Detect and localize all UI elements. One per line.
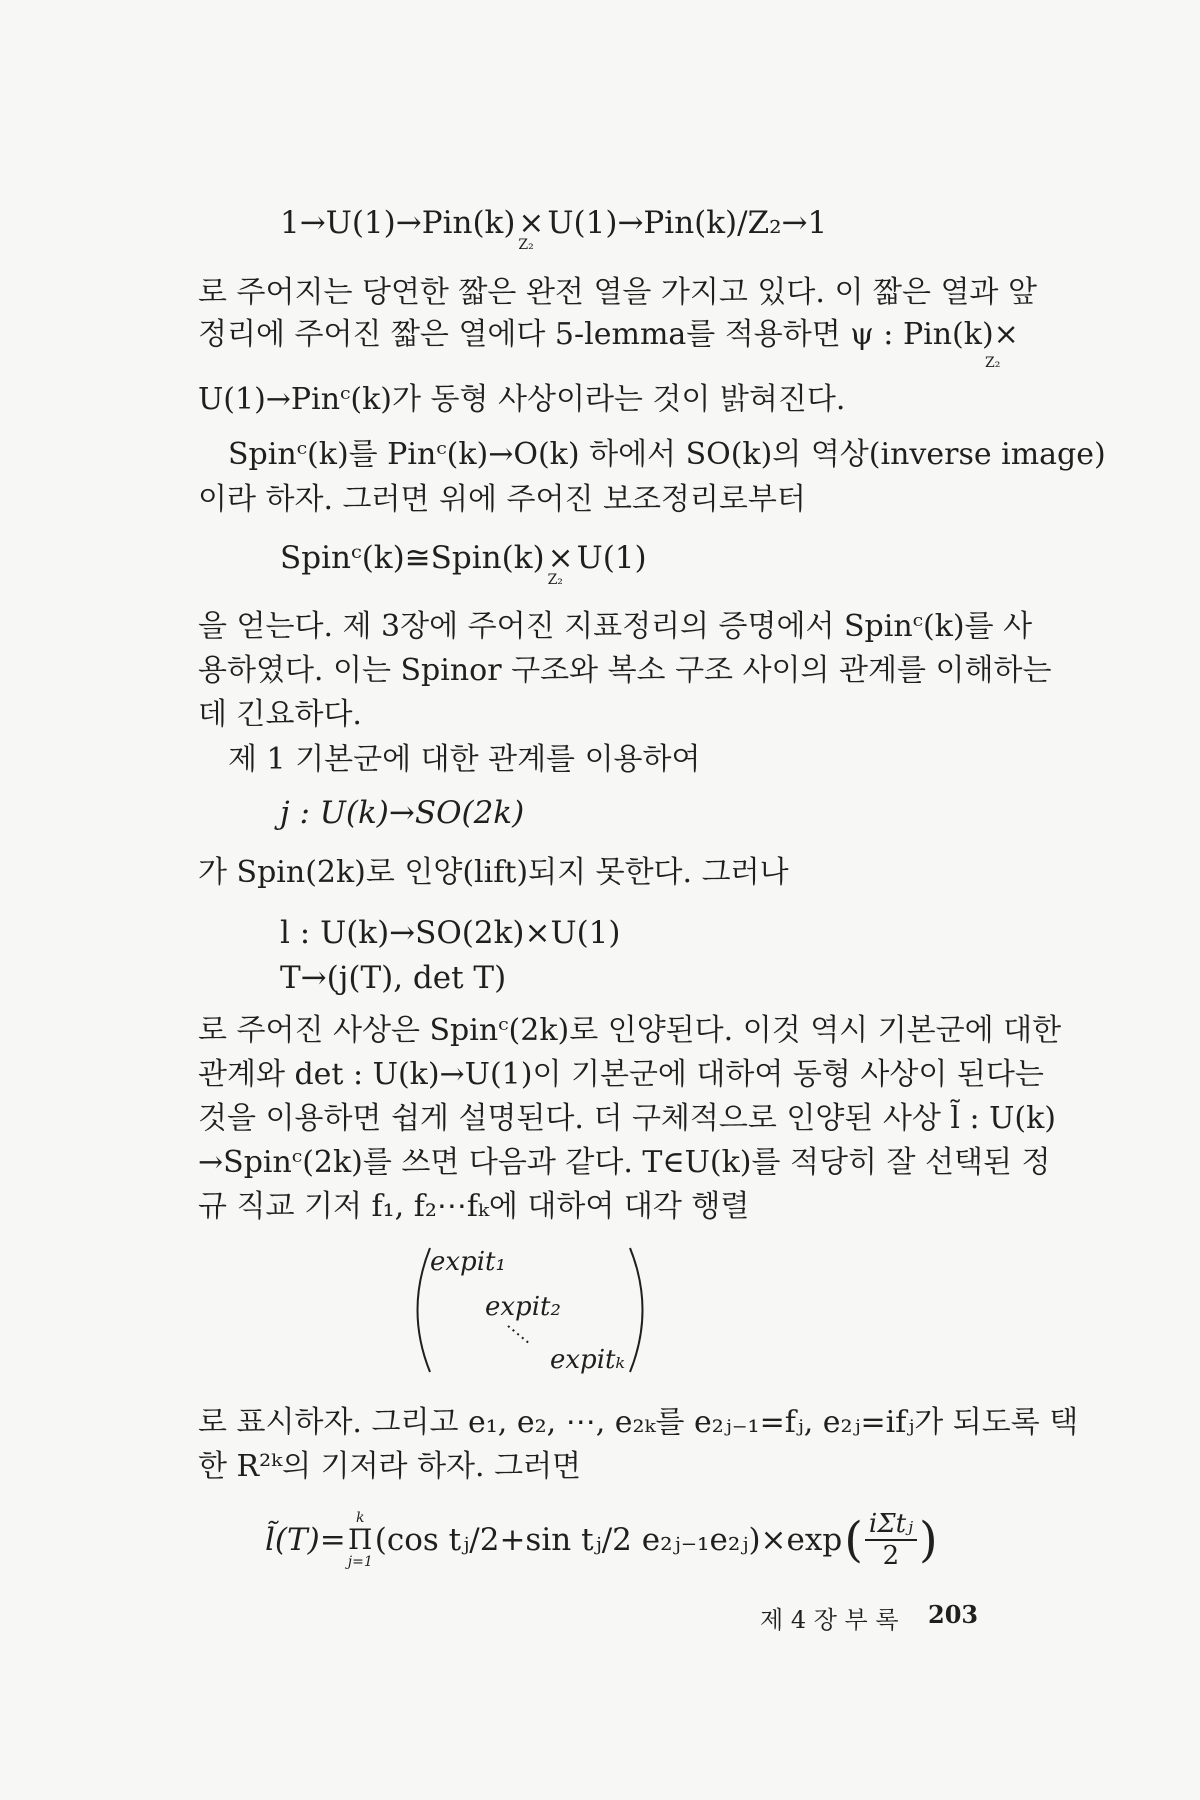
diagonal-matrix [400,1240,660,1380]
fiber-product-symbol: × Z₂ [518,205,545,253]
exact-sequence-right: U(1)→Pin(k)/Z₂→1 [547,205,828,241]
exact-sequence [280,205,828,253]
paragraph-6-line-3: 것을 이용하면 쉽게 설명된다. 더 구체적으로 인양된 사상 l̃ : U(k) [198,1101,1057,1136]
paragraph-6-line-5: 규 직교 기저 f₁, f₂⋯fₖ에 대하여 대각 행렬 [198,1189,750,1224]
matrix-entry-1: expit₁ [430,1247,506,1277]
paragraph-7-line-1: 로 표시하자. 그리고 e₁, e₂, ⋯, e₂ₖ를 e₂ⱼ₋₁=fⱼ, e₂ⱼ=ifⱼ가 되도록 택 [198,1405,1079,1440]
paragraph-3-line-3: 데 긴요하다. [198,697,362,732]
matrix-entry-2: expit₂ [485,1292,561,1322]
spin-isomorphism: Spinᶜ(k)≅Spin(k)× Z₂ U(1) [280,540,647,588]
lift-formula [265,1500,938,1580]
formula-body: (cos tⱼ/2+sin tⱼ/2 e₂ⱼ₋₁e₂ⱼ)×exp [374,1522,843,1558]
paragraph-3-line-2: 용하였다. 이는 Spinor 구조와 복소 구조 사이의 관계를 이해하는 [198,653,1052,688]
paragraph-1-line-3: U(1)→Pinᶜ(k)가 동형 사상이라는 것이 밝혀진다. [198,382,846,417]
paragraph-6-line-1: 로 주어진 사상은 Spinᶜ(2k)로 인양된다. 이것 역시 기본군에 대한 [198,1013,1062,1048]
formula-paren-close: ) [918,1512,938,1568]
paragraph-1-line-1: 로 주어지는 당연한 짧은 완전 열을 가지고 있다. 이 짧은 열과 앞 [198,275,1037,310]
page-number: 203 [928,1600,979,1629]
exact-sequence-left: 1→U(1)→Pin(k) [280,205,516,241]
paragraph-2-line-2: 이라 하자. 그러면 위에 주어진 보조정리로부터 [198,482,806,517]
map-j: j : U(k)→SO(2k) [280,795,525,831]
paragraph-3-line-1: 을 얻는다. 제 3장에 주어진 지표정리의 증명에서 Spinᶜ(k)를 사 [198,609,1033,644]
formula-paren-open: ( [844,1512,863,1568]
left-paren [418,1248,431,1372]
right-paren [630,1248,643,1372]
formula-lhs: l̃(T)= [265,1522,346,1558]
map-l: l : U(k)→SO(2k)×U(1) [280,915,621,951]
diagonal-dots [508,1326,530,1344]
matrix-entry-3: expitₖ [550,1345,625,1375]
paragraph-1-line-2: 정리에 주어진 짧은 열에다 5-lemma를 적용하면 ψ : Pin(k)× [198,317,1019,352]
paragraph-6-line-2: 관계와 det : U(k)→U(1)이 기본군에 대하여 동형 사상이 된다는 [198,1057,1044,1092]
map-l-rule: T→(j(T), det T) [280,960,507,996]
fiber-product-symbol: × Z₂ [547,540,574,588]
paragraph-7-line-2: 한 R²ᵏ의 기저라 하자. 그러면 [198,1449,582,1484]
product-operator: k Π j=1 [347,1510,373,1570]
paragraph-4-line-1: 제 1 기본군에 대한 관계를 이용하여 [228,742,701,777]
paragraph-5-line-1: 가 Spin(2k)로 인양(lift)되지 못한다. 그러나 [198,855,789,890]
paragraph-1-sub: Z₂ [985,355,1001,371]
paragraph-6-line-4: →Spinᶜ(2k)를 쓰면 다음과 같다. T∈U(k)를 적당히 잘 선택된 정 [198,1145,1051,1180]
footer-chapter: 제 4 장 부 록 [760,1606,899,1634]
paragraph-2-line-1: Spinᶜ(k)를 Pinᶜ(k)→O(k) 하에서 SO(k)의 역상(inverse image) [228,437,1106,472]
formula-fraction: iΣtⱼ 2 [865,1509,917,1571]
